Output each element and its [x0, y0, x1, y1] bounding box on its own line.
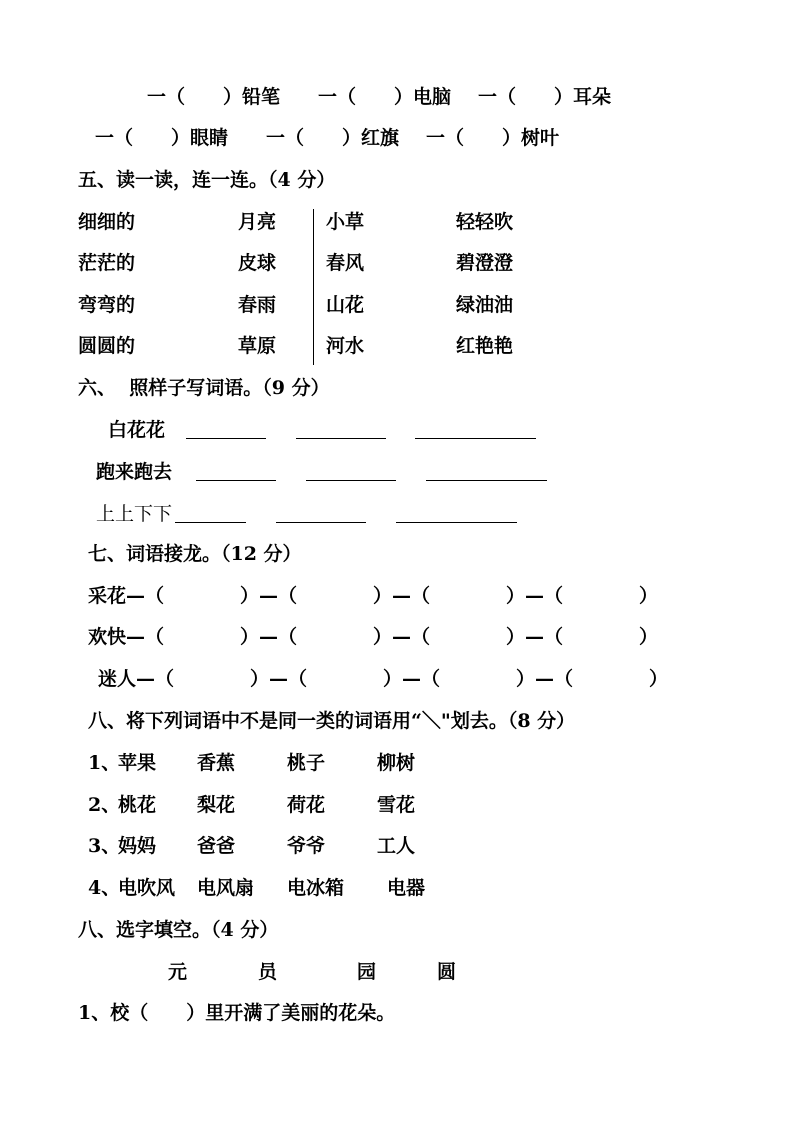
s6-blank-1c[interactable] — [415, 438, 536, 439]
measure-word-leaf: 一（ ）树叶 — [426, 127, 560, 149]
s6-example-1: 白花花 — [108, 419, 166, 441]
s8-group-1-num: 1、 — [88, 752, 121, 774]
s5-left-noun-2: 皮球 — [238, 252, 277, 274]
s8-group-3-word-4: 工人 — [377, 835, 416, 857]
s8-group-3-word-3: 爷爷 — [287, 835, 326, 857]
s8-group-4-word-4: 电器 — [387, 877, 426, 899]
s5-left-adj-3: 弯弯的 — [78, 294, 136, 316]
s8-group-1-word-3: 桃子 — [287, 752, 326, 774]
s5-right-adj-1: 轻轻吹 — [456, 211, 514, 233]
s5-left-adj-4: 圆圆的 — [78, 335, 136, 357]
section-7-title: 七、词语接龙。（12 分） — [88, 543, 302, 565]
s5-left-adj-2: 茫茫的 — [78, 252, 136, 274]
s9-char-2: 员 — [258, 961, 278, 983]
s9-char-3: 园 — [357, 961, 377, 983]
s8-group-4-word-1: 电吹风 — [118, 877, 176, 899]
s8-group-1-word-2: 香蕉 — [197, 752, 236, 774]
measure-word-flag: 一（ ）红旗 — [266, 127, 400, 149]
s8-group-2-word-1: 桃花 — [118, 794, 157, 816]
s5-right-noun-1: 小草 — [326, 211, 365, 233]
s7-chain-row-1: 采花—（ ）—（ ）—（ ）—（ ） — [88, 585, 659, 607]
s8-group-1-word-1: 苹果 — [118, 752, 157, 774]
s8-group-4-word-3: 电冰箱 — [287, 877, 345, 899]
measure-word-computer: 一（ ）电脑 — [318, 86, 452, 108]
measure-word-eye: 一（ ）眼睛 — [95, 127, 229, 149]
s8-group-1-word-4: 柳树 — [377, 752, 416, 774]
s8-group-2-num: 2、 — [88, 794, 121, 816]
s7-chain-row-3: 迷人—（ ）—（ ）—（ ）—（ ） — [98, 668, 669, 690]
s6-blank-3b[interactable] — [276, 522, 366, 523]
s6-blank-2c[interactable] — [426, 480, 547, 481]
s8-group-2-word-3: 荷花 — [287, 794, 326, 816]
s6-blank-3c[interactable] — [396, 522, 517, 523]
section-9-title: 八、选字填空。（4 分） — [78, 919, 279, 941]
s6-example-3: 上上下下 — [96, 503, 173, 525]
s9-question-1: 1、校（ ）里开满了美丽的花朵。 — [78, 1002, 396, 1024]
s5-right-noun-4: 河水 — [326, 335, 365, 357]
s8-group-2-word-2: 梨花 — [197, 794, 236, 816]
s5-left-noun-4: 草原 — [238, 335, 277, 357]
s6-blank-2b[interactable] — [306, 480, 396, 481]
s6-blank-1a[interactable] — [186, 438, 266, 439]
s5-right-adj-4: 红艳艳 — [456, 335, 514, 357]
s8-group-2-word-4: 雪花 — [377, 794, 416, 816]
s9-char-1: 元 — [168, 961, 188, 983]
s5-right-adj-2: 碧澄澄 — [456, 252, 514, 274]
s5-left-adj-1: 细细的 — [78, 211, 136, 233]
section-6-title: 六、 照样子写词语。（9 分） — [78, 377, 330, 399]
s5-right-noun-2: 春风 — [326, 252, 365, 274]
s6-example-2: 跑来跑去 — [96, 461, 173, 483]
s8-group-3-word-1: 妈妈 — [118, 835, 157, 857]
measure-word-ear: 一（ ）耳朵 — [478, 86, 612, 108]
section-5-title: 五、读一读，连一连。（4 分） — [78, 169, 336, 191]
s8-group-3-word-2: 爸爸 — [197, 835, 236, 857]
s6-blank-2a[interactable] — [196, 480, 276, 481]
s8-group-4-word-2: 电风扇 — [197, 877, 255, 899]
s5-left-noun-1: 月亮 — [238, 211, 277, 233]
s8-group-3-num: 3、 — [88, 835, 121, 857]
s7-chain-row-2: 欢快—（ ）—（ ）—（ ）—（ ） — [88, 626, 659, 648]
s5-right-adj-3: 绿油油 — [456, 294, 514, 316]
s6-blank-1b[interactable] — [296, 438, 386, 439]
section-5-divider — [313, 209, 314, 365]
s6-blank-3a[interactable] — [175, 522, 246, 523]
measure-word-pencil: 一（ ）铅笔 — [147, 86, 281, 108]
section-8-title: 八、将下列词语中不是同一类的词语用“＼"划去。（8 分） — [88, 710, 576, 732]
s5-left-noun-3: 春雨 — [238, 294, 277, 316]
s9-char-4: 圆 — [437, 961, 457, 983]
s5-right-noun-3: 山花 — [326, 294, 365, 316]
s8-group-4-num: 4、 — [88, 877, 121, 899]
